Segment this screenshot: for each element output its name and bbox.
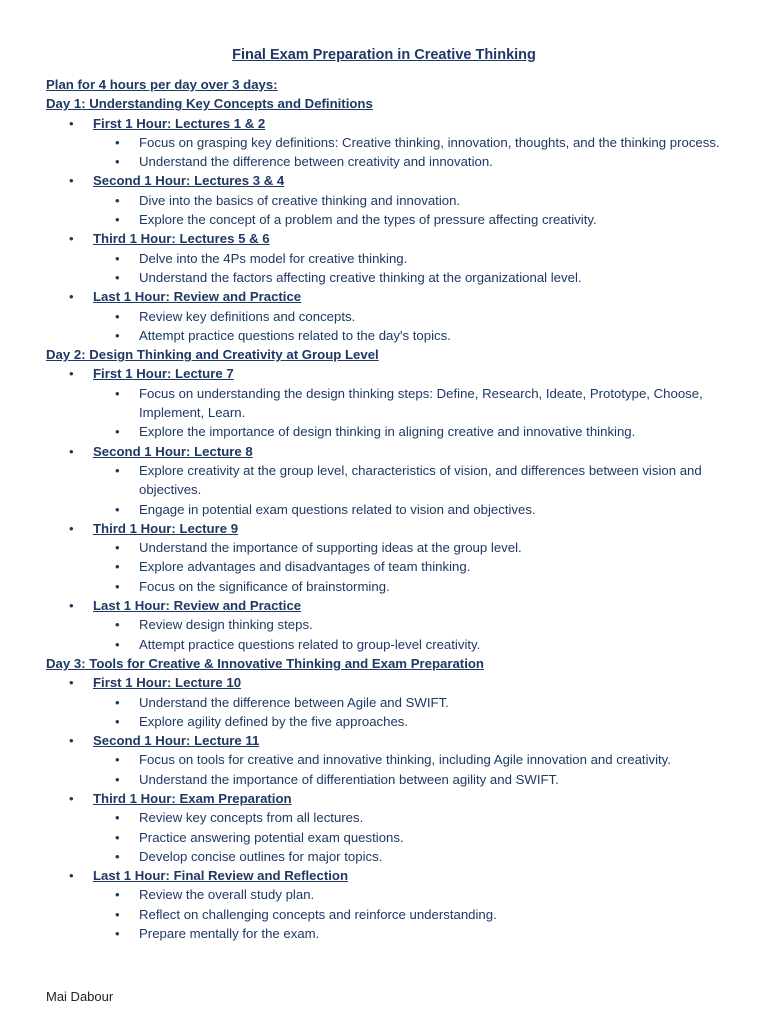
- list-item: • Focus on understanding the design thinking steps: Define, Research, Ideate, Prototype, Choose, Implement, Learn.: [46, 384, 736, 423]
- list-item: • Review design thinking steps.: [46, 615, 736, 634]
- author-footer: Mai Dabour: [46, 989, 114, 1004]
- hour-heading: • Third 1 Hour: Exam Preparation: [46, 789, 736, 808]
- list-item: • Explore the importance of design thinking in aligning creative and innovative thinking.: [46, 422, 736, 441]
- list-item: • Understand the difference between creativity and innovation.: [46, 152, 736, 171]
- study-plan: [46, 75, 736, 943]
- plan-summary: Plan for 4 hours per day over 3 days:: [46, 77, 278, 92]
- list-item: • Understand the factors affecting creative thinking at the organizational level.: [46, 268, 736, 287]
- list-item: • Attempt practice questions related to the day's topics.: [46, 326, 736, 345]
- hour-heading: • Second 1 Hour: Lecture 8: [46, 442, 736, 461]
- list-item: • Focus on tools for creative and innovative thinking, including Agile innovation and creativity.: [46, 750, 736, 769]
- list-item: • Practice answering potential exam questions.: [46, 828, 736, 847]
- list-item: • Engage in potential exam questions related to vision and objectives.: [46, 500, 736, 519]
- list-item: • Focus on the significance of brainstorming.: [46, 577, 736, 596]
- list-item: • Understand the difference between Agile and SWIFT.: [46, 693, 736, 712]
- hour-heading: • Second 1 Hour: Lecture 11: [46, 731, 736, 750]
- hour-heading: • Second 1 Hour: Lectures 3 & 4: [46, 171, 736, 190]
- day-heading: Day 1: Understanding Key Concepts and Definitions: [46, 96, 373, 112]
- hour-heading: • First 1 Hour: Lecture 7: [46, 364, 736, 383]
- document-title: Final Exam Preparation in Creative Thinking: [232, 47, 536, 63]
- hour-heading: • Last 1 Hour: Review and Practice: [46, 287, 736, 306]
- hour-heading: • First 1 Hour: Lecture 10: [46, 673, 736, 692]
- list-item: • Reflect on challenging concepts and reinforce understanding.: [46, 905, 736, 924]
- hour-heading: • Last 1 Hour: Final Review and Reflection: [46, 866, 736, 885]
- hour-heading: • First 1 Hour: Lectures 1 & 2: [46, 114, 736, 133]
- list-item: • Explore creativity at the group level, characteristics of vision, and differences between vision and objectives.: [46, 461, 736, 500]
- list-item: • Develop concise outlines for major topics.: [46, 847, 736, 866]
- list-item: • Focus on grasping key definitions: Creative thinking, innovation, thoughts, and the thinking process.: [46, 133, 736, 152]
- list-item: • Review key definitions and concepts.: [46, 307, 736, 326]
- hour-heading: • Third 1 Hour: Lectures 5 & 6: [46, 229, 736, 248]
- list-item: • Understand the importance of differentiation between agility and SWIFT.: [46, 770, 736, 789]
- list-item: • Understand the importance of supporting ideas at the group level.: [46, 538, 736, 557]
- list-item: • Dive into the basics of creative thinking and innovation.: [46, 191, 736, 210]
- hour-heading: • Third 1 Hour: Lecture 9: [46, 519, 736, 538]
- hour-heading: • Last 1 Hour: Review and Practice: [46, 596, 736, 615]
- list-item: • Explore advantages and disadvantages of team thinking.: [46, 557, 736, 576]
- day-heading: Day 3: Tools for Creative & Innovative Thinking and Exam Preparation: [46, 655, 484, 671]
- list-item: • Review key concepts from all lectures.: [46, 808, 736, 827]
- list-item: • Prepare mentally for the exam.: [46, 924, 736, 943]
- list-item: • Explore the concept of a problem and the types of pressure affecting creativity.: [46, 210, 736, 229]
- list-item: • Attempt practice questions related to group-level creativity.: [46, 635, 736, 654]
- list-item: • Explore agility defined by the five approaches.: [46, 712, 736, 731]
- day-heading: Day 2: Design Thinking and Creativity at Group Level: [46, 347, 379, 363]
- list-item: • Delve into the 4Ps model for creative thinking.: [46, 249, 736, 268]
- list-item: • Review the overall study plan.: [46, 885, 736, 904]
